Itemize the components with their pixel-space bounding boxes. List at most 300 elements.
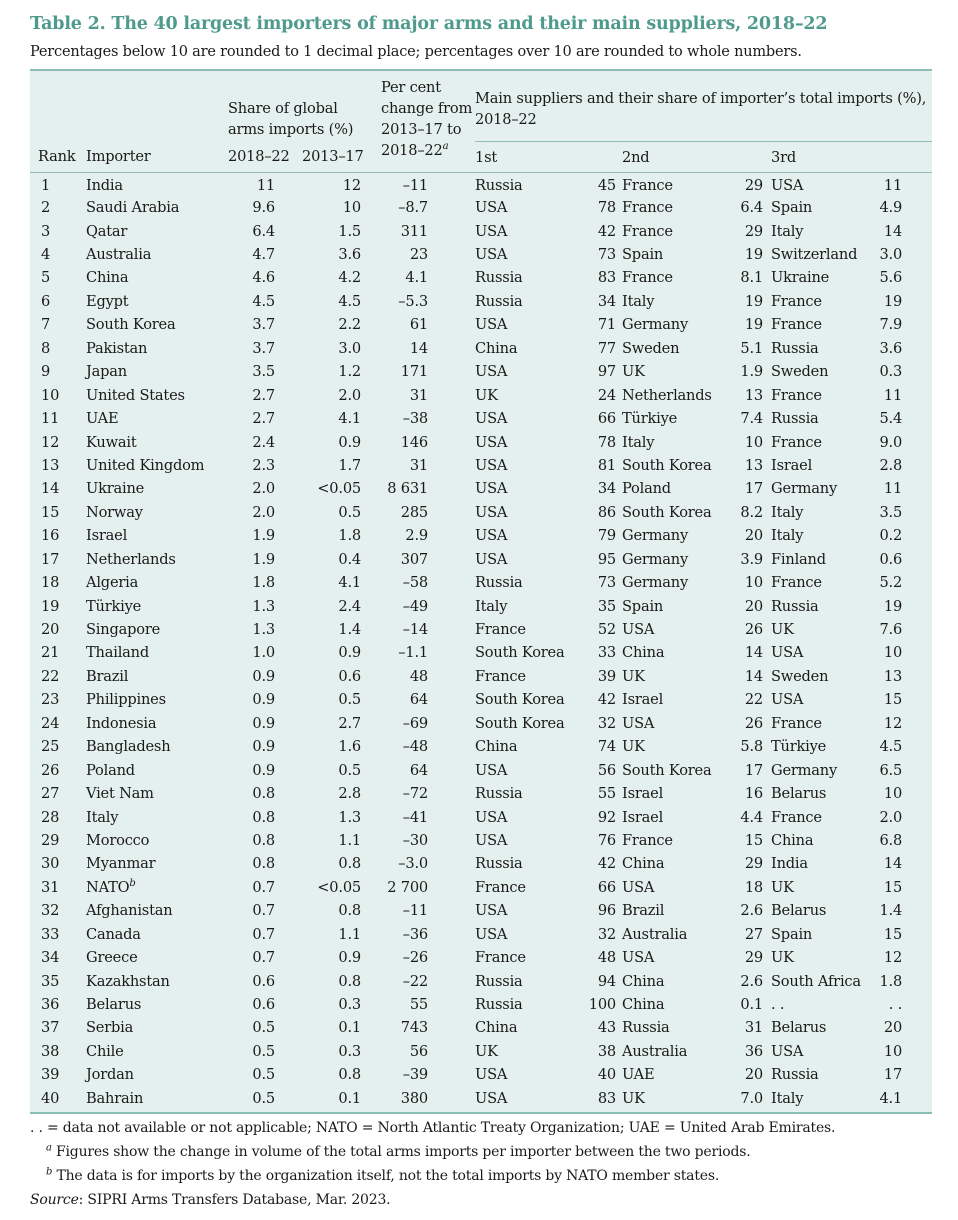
second-supplier-cell: Germany bbox=[622, 527, 689, 545]
table-notes bbox=[30, 1116, 835, 1212]
third-share-cell: 5.4 bbox=[879, 410, 903, 428]
table-body bbox=[30, 173, 932, 1111]
first-share-cell: 34 bbox=[597, 292, 616, 310]
second-share-cell: 15 bbox=[744, 831, 763, 849]
change-cell: –8.7 bbox=[398, 199, 428, 217]
third-supplier-cell: USA bbox=[771, 644, 804, 662]
table-row bbox=[30, 712, 932, 735]
second-supplier-cell: USA bbox=[622, 621, 655, 639]
share-2018-22-cell: 0.9 bbox=[252, 691, 275, 709]
second-supplier-cell: France bbox=[622, 269, 673, 287]
abbreviations-note: . . = data not available or not applicable; NATO = North Atlantic Treaty Organization; UAE = United Arab Emirates. bbox=[30, 1120, 836, 1136]
table-row bbox=[30, 852, 932, 875]
third-share-cell: 7.6 bbox=[879, 621, 903, 639]
first-share-cell: 94 bbox=[597, 972, 616, 990]
rank-cell: 40 bbox=[41, 1089, 60, 1107]
share-2013-17-cell: 0.3 bbox=[338, 1042, 361, 1060]
importer-cell: South Korea bbox=[86, 316, 176, 334]
change-cell: –22 bbox=[402, 972, 428, 990]
importer-cell: Netherlands bbox=[86, 550, 176, 568]
third-share-cell: 10 bbox=[883, 785, 903, 803]
first-share-cell: 32 bbox=[597, 925, 616, 943]
table-title-text: The 40 largest importers of major arms and their main suppliers, 2018–22 bbox=[111, 14, 828, 34]
second-supplier-cell: Sweden bbox=[622, 339, 680, 357]
first-share-cell: 83 bbox=[597, 269, 616, 287]
first-supplier-cell: South Korea bbox=[475, 714, 565, 732]
share-2013-17-cell: 0.8 bbox=[338, 972, 361, 990]
data-table-container bbox=[30, 69, 932, 1114]
second-share-cell: 19 bbox=[744, 246, 763, 264]
third-supplier-cell: Switzerland bbox=[771, 246, 858, 264]
share-2013-17-cell: 0.3 bbox=[338, 996, 361, 1014]
first-supplier-cell: USA bbox=[475, 222, 508, 240]
third-supplier-cell: USA bbox=[771, 691, 804, 709]
second-share-cell: 19 bbox=[744, 316, 763, 334]
share-2018-22-cell: 2.0 bbox=[252, 503, 275, 521]
change-cell: 285 bbox=[400, 503, 428, 521]
second-share-cell: 36 bbox=[744, 1042, 763, 1060]
third-share-cell: 11 bbox=[883, 177, 903, 195]
table-row bbox=[30, 665, 932, 688]
first-share-cell: 97 bbox=[597, 363, 616, 381]
first-share-cell: 45 bbox=[597, 177, 616, 195]
importer-cell: Egypt bbox=[86, 292, 129, 310]
share-2018-22-cell: 0.9 bbox=[252, 667, 275, 685]
third-share-cell: . . bbox=[888, 996, 903, 1014]
second-share-cell: 20 bbox=[744, 1066, 763, 1084]
third-supplier-cell: UK bbox=[771, 949, 794, 967]
second-supplier-cell: Spain bbox=[622, 597, 664, 615]
share-2013-17-cell: 2.8 bbox=[338, 785, 361, 803]
share-2018-22-cell: 0.5 bbox=[252, 1066, 275, 1084]
first-share-cell: 77 bbox=[597, 339, 616, 357]
table-row bbox=[30, 524, 932, 547]
third-supplier-cell: France bbox=[771, 808, 822, 826]
third-share-cell: 3.6 bbox=[879, 339, 903, 357]
importer-cell: United States bbox=[86, 386, 185, 404]
rank-cell: 12 bbox=[41, 433, 60, 451]
first-share-cell: 56 bbox=[597, 761, 616, 779]
third-supplier-cell: . . bbox=[771, 996, 785, 1014]
first-share-cell: 40 bbox=[597, 1066, 616, 1084]
rank-cell: 2 bbox=[41, 199, 51, 217]
change-cell: 146 bbox=[400, 433, 428, 451]
share-2018-22-cell: 0.8 bbox=[252, 855, 275, 873]
third-share-cell: 1.4 bbox=[879, 902, 903, 920]
second-share-cell: 14 bbox=[744, 644, 763, 662]
second-share-cell: 8.2 bbox=[740, 503, 763, 521]
change-cell: 171 bbox=[400, 363, 428, 381]
third-supplier-cell: Russia bbox=[771, 597, 819, 615]
second-supplier-cell: USA bbox=[622, 878, 655, 896]
table-row bbox=[30, 313, 932, 336]
share-2018-22-cell: 0.5 bbox=[252, 1089, 275, 1107]
third-supplier-cell: Spain bbox=[771, 925, 813, 943]
second-supplier-cell: China bbox=[622, 996, 665, 1014]
rank-cell: 5 bbox=[41, 269, 51, 287]
second-supplier-cell: UK bbox=[622, 738, 645, 756]
share-2013-17-cell: 1.2 bbox=[338, 363, 361, 381]
first-supplier-cell: China bbox=[475, 738, 518, 756]
share-2013-17-cell: 12 bbox=[342, 177, 361, 195]
first-supplier-cell: South Korea bbox=[475, 691, 565, 709]
first-supplier-cell: Russia bbox=[475, 972, 523, 990]
first-supplier-cell: USA bbox=[475, 456, 508, 474]
table-row bbox=[30, 290, 932, 313]
third-supplier-cell: Italy bbox=[771, 503, 804, 521]
third-share-cell: 15 bbox=[883, 925, 903, 943]
second-share-cell: 2.6 bbox=[740, 972, 763, 990]
table-row bbox=[30, 594, 932, 617]
header-row-top bbox=[30, 71, 932, 142]
change-cell: 380 bbox=[400, 1089, 428, 1107]
table-row bbox=[30, 688, 932, 711]
change-cell: 31 bbox=[409, 386, 428, 404]
share-2013-17-cell: 4.5 bbox=[338, 292, 361, 310]
third-supplier-cell: France bbox=[771, 316, 822, 334]
second-supplier-cell: France bbox=[622, 199, 673, 217]
third-supplier-cell: Sweden bbox=[771, 667, 829, 685]
third-supplier-cell: UK bbox=[771, 878, 794, 896]
share-2013-17-cell: 4.1 bbox=[338, 574, 361, 592]
table-row bbox=[30, 501, 932, 524]
rank-cell: 34 bbox=[41, 949, 60, 967]
importer-cell: Philippines bbox=[86, 691, 166, 709]
change-header: Per cent change from 2013–17 to 2018–22$^a$ bbox=[381, 79, 473, 159]
importer-cell: NATO$^b$ bbox=[86, 877, 136, 896]
first-supplier-cell: Russia bbox=[475, 292, 523, 310]
second-share-cell: 3.9 bbox=[740, 550, 763, 568]
share-2013-17-cell: 1.5 bbox=[338, 222, 361, 240]
first-supplier-cell: France bbox=[475, 949, 526, 967]
third-supplier-cell: France bbox=[771, 714, 822, 732]
rank-cell: 7 bbox=[41, 316, 51, 334]
share-2018-22-cell: 2.3 bbox=[252, 456, 275, 474]
third-share-cell: 9.0 bbox=[879, 433, 903, 451]
third-supplier-cell: Ukraine bbox=[771, 269, 830, 287]
third-share-cell: 15 bbox=[883, 878, 903, 896]
table-row bbox=[30, 1016, 932, 1039]
rank-cell: 38 bbox=[41, 1042, 60, 1060]
change-cell: –30 bbox=[402, 831, 428, 849]
second-share-cell: 2.6 bbox=[740, 902, 763, 920]
third-supplier-cell: USA bbox=[771, 1042, 804, 1060]
share-2018-22-cell: 0.9 bbox=[252, 761, 275, 779]
second-share-cell: 29 bbox=[744, 949, 763, 967]
importer-cell: Myanmar bbox=[86, 855, 156, 873]
importer-cell: Indonesia bbox=[86, 714, 157, 732]
third-share-cell: 14 bbox=[883, 855, 903, 873]
first-supplier-cell: France bbox=[475, 667, 526, 685]
third-supplier-cell: Russia bbox=[771, 339, 819, 357]
importer-cell: Kazakhstan bbox=[86, 972, 170, 990]
footnote-b: $^b$ The data is for imports by the organization itself, not the total imports by NATO member states. bbox=[46, 1166, 720, 1184]
rank-cell: 8 bbox=[41, 339, 51, 357]
rank-cell: 21 bbox=[41, 644, 60, 662]
second-share-cell: 20 bbox=[744, 527, 763, 545]
share-2018-22-cell: 4.6 bbox=[252, 269, 275, 287]
first-supplier-cell: France bbox=[475, 621, 526, 639]
second-share-cell: 17 bbox=[744, 761, 763, 779]
table-row bbox=[30, 993, 932, 1016]
share-2013-17-cell: 3.6 bbox=[338, 246, 361, 264]
third-supplier-cell: Finland bbox=[771, 550, 826, 568]
second-supplier-cell: UAE bbox=[622, 1066, 655, 1084]
share-2013-17-cell: <0.05 bbox=[317, 480, 361, 498]
second-share-cell: 13 bbox=[744, 386, 763, 404]
change-cell: 307 bbox=[400, 550, 428, 568]
second-share-cell: 10 bbox=[744, 433, 763, 451]
second-share-cell: 5.1 bbox=[740, 339, 763, 357]
third-supplier-cell: South Africa bbox=[771, 972, 861, 990]
change-cell: 23 bbox=[409, 246, 428, 264]
third-supplier-cell: India bbox=[771, 855, 808, 873]
third-supplier-cell: Belarus bbox=[771, 902, 827, 920]
suppliers-header: Main suppliers and their share of importer’s total imports (%), 2018–22 bbox=[475, 71, 932, 142]
first-supplier-cell: USA bbox=[475, 831, 508, 849]
rank-cell: 10 bbox=[41, 386, 60, 404]
change-cell: –14 bbox=[402, 621, 428, 639]
first-supplier-cell: USA bbox=[475, 902, 508, 920]
importer-cell: Türkiye bbox=[86, 597, 142, 615]
first-share-cell: 35 bbox=[597, 597, 616, 615]
share-2018-22-cell: 0.7 bbox=[252, 902, 275, 920]
share-2013-17-cell: 4.2 bbox=[338, 269, 361, 287]
second-supplier-cell: Germany bbox=[622, 574, 689, 592]
rank-cell: 22 bbox=[41, 667, 60, 685]
share-2018-22-cell: 1.3 bbox=[252, 621, 275, 639]
rank-header: Rank bbox=[38, 148, 76, 166]
first-share-cell: 55 bbox=[597, 785, 616, 803]
rank-cell: 25 bbox=[41, 738, 60, 756]
importer-cell: Chile bbox=[86, 1042, 124, 1060]
first-supplier-cell: USA bbox=[475, 550, 508, 568]
second-supplier-cell: Türkiye bbox=[622, 410, 678, 428]
table-number: Table 2. bbox=[30, 14, 106, 34]
share-2018-22-cell: 2.7 bbox=[252, 410, 275, 428]
table-row bbox=[30, 1087, 932, 1110]
second-supplier-cell: UK bbox=[622, 363, 645, 381]
rank-cell: 3 bbox=[41, 222, 51, 240]
third-supplier-cell: Sweden bbox=[771, 363, 829, 381]
share-2013-17-cell: 1.1 bbox=[338, 831, 361, 849]
first-supplier-cell: Russia bbox=[475, 177, 523, 195]
importer-cell: Bahrain bbox=[86, 1089, 144, 1107]
share-2018-22-cell: 0.7 bbox=[252, 949, 275, 967]
first-supplier-cell: USA bbox=[475, 410, 508, 428]
importer-cell: Serbia bbox=[86, 1019, 134, 1037]
table-row bbox=[30, 969, 932, 992]
share-2018-22-cell: 0.9 bbox=[252, 714, 275, 732]
footnote-a: $^a$ Figures show the change in volume of the total arms imports per importer between the two periods. bbox=[46, 1142, 751, 1160]
first-share-cell: 38 bbox=[597, 1042, 616, 1060]
first-supplier-cell: USA bbox=[475, 316, 508, 334]
first-supplier-cell: USA bbox=[475, 503, 508, 521]
third-share-cell: 7.9 bbox=[879, 316, 903, 334]
third-share-cell: 6.8 bbox=[879, 831, 903, 849]
importer-cell: Greece bbox=[86, 949, 138, 967]
third-share-cell: 4.9 bbox=[879, 199, 903, 217]
second-supplier-cell: South Korea bbox=[622, 761, 712, 779]
importer-cell: Israel bbox=[86, 527, 128, 545]
third-supplier-cell: USA bbox=[771, 177, 804, 195]
share-2013-17-cell: 2.4 bbox=[338, 597, 361, 615]
rank-cell: 18 bbox=[41, 574, 60, 592]
table-row bbox=[30, 829, 932, 852]
first-share-cell: 24 bbox=[597, 386, 616, 404]
third-supplier-cell: Germany bbox=[771, 480, 838, 498]
first-supplier-cell: USA bbox=[475, 363, 508, 381]
first-share-cell: 66 bbox=[597, 878, 616, 896]
second-share-cell: 7.0 bbox=[740, 1089, 763, 1107]
table-subtitle: Percentages below 10 are rounded to 1 decimal place; percentages over 10 are rounded to whole numbers. bbox=[30, 44, 802, 60]
change-cell: –11 bbox=[402, 177, 428, 195]
change-cell: 311 bbox=[400, 222, 428, 240]
rank-cell: 32 bbox=[41, 902, 60, 920]
table-row bbox=[30, 618, 932, 641]
importer-cell: Bangladesh bbox=[86, 738, 171, 756]
second-share-cell: 22 bbox=[744, 691, 763, 709]
first-supplier-header: 1st bbox=[475, 148, 498, 166]
change-cell: 48 bbox=[409, 667, 428, 685]
rank-cell: 17 bbox=[41, 550, 60, 568]
table-row bbox=[30, 383, 932, 406]
first-share-cell: 32 bbox=[597, 714, 616, 732]
share-2018-22-cell: 1.8 bbox=[252, 574, 275, 592]
rank-cell: 4 bbox=[41, 246, 51, 264]
third-share-cell: 6.5 bbox=[879, 761, 903, 779]
change-cell: –39 bbox=[402, 1066, 428, 1084]
first-share-cell: 81 bbox=[597, 456, 616, 474]
table-row bbox=[30, 735, 932, 758]
share-2013-17-cell: 0.1 bbox=[338, 1019, 361, 1037]
first-share-cell: 83 bbox=[597, 1089, 616, 1107]
third-supplier-cell: Italy bbox=[771, 527, 804, 545]
importer-cell: India bbox=[86, 177, 123, 195]
second-share-cell: 5.8 bbox=[740, 738, 763, 756]
change-cell: –3.0 bbox=[398, 855, 428, 873]
rank-cell: 31 bbox=[41, 878, 60, 896]
first-supplier-cell: Russia bbox=[475, 269, 523, 287]
third-share-cell: 14 bbox=[883, 222, 903, 240]
change-cell: –58 bbox=[402, 574, 428, 592]
second-share-cell: 17 bbox=[744, 480, 763, 498]
third-share-cell: 17 bbox=[883, 1066, 903, 1084]
third-share-cell: 12 bbox=[883, 714, 903, 732]
share-2018-22-cell: 0.5 bbox=[252, 1042, 275, 1060]
first-share-cell: 43 bbox=[597, 1019, 616, 1037]
share-2013-17-cell: 0.5 bbox=[338, 761, 361, 779]
second-share-cell: 29 bbox=[744, 855, 763, 873]
second-supplier-cell: Germany bbox=[622, 316, 689, 334]
third-supplier-cell: France bbox=[771, 292, 822, 310]
first-share-cell: 73 bbox=[597, 246, 616, 264]
first-share-cell: 66 bbox=[597, 410, 616, 428]
table-row bbox=[30, 219, 932, 242]
second-share-cell: 29 bbox=[744, 222, 763, 240]
table-row bbox=[30, 548, 932, 571]
first-share-cell: 39 bbox=[597, 667, 616, 685]
second-share-cell: 26 bbox=[744, 714, 763, 732]
rank-cell: 19 bbox=[41, 597, 60, 615]
importer-cell: Brazil bbox=[86, 667, 129, 685]
second-share-cell: 18 bbox=[744, 878, 763, 896]
importer-cell: Italy bbox=[86, 808, 119, 826]
importer-cell: Pakistan bbox=[86, 339, 148, 357]
third-supplier-cell: Türkiye bbox=[771, 738, 827, 756]
share-2018-22-cell: 0.7 bbox=[252, 925, 275, 943]
share-2013-17-cell: 2.0 bbox=[338, 386, 361, 404]
third-supplier-cell: China bbox=[771, 831, 814, 849]
rank-cell: 27 bbox=[41, 785, 60, 803]
first-supplier-cell: USA bbox=[475, 480, 508, 498]
second-supplier-cell: Israel bbox=[622, 785, 664, 803]
first-supplier-cell: Russia bbox=[475, 855, 523, 873]
share-2013-17-cell: <0.05 bbox=[317, 878, 361, 896]
table-row bbox=[30, 337, 932, 360]
third-supplier-cell: Israel bbox=[771, 456, 813, 474]
third-share-cell: 11 bbox=[883, 480, 903, 498]
table-row bbox=[30, 876, 932, 899]
third-share-cell: 2.0 bbox=[879, 808, 903, 826]
change-cell: –72 bbox=[402, 785, 428, 803]
second-share-cell: 7.4 bbox=[740, 410, 763, 428]
importer-cell: Poland bbox=[86, 761, 135, 779]
share-2013-17-cell: 2.2 bbox=[338, 316, 361, 334]
importer-cell: Algeria bbox=[86, 574, 139, 592]
change-cell: 743 bbox=[400, 1019, 428, 1037]
share-2018-22-cell: 1.9 bbox=[252, 550, 275, 568]
first-supplier-cell: USA bbox=[475, 199, 508, 217]
change-cell: –48 bbox=[402, 738, 428, 756]
importer-cell: Japan bbox=[86, 363, 127, 381]
second-share-cell: 1.9 bbox=[740, 363, 763, 381]
rank-cell: 33 bbox=[41, 925, 60, 943]
rank-cell: 13 bbox=[41, 456, 60, 474]
third-supplier-cell: Spain bbox=[771, 199, 813, 217]
third-share-cell: 5.6 bbox=[879, 269, 903, 287]
rank-cell: 14 bbox=[41, 480, 60, 498]
share-2013-17-cell: 0.9 bbox=[338, 644, 361, 662]
table-row bbox=[30, 454, 932, 477]
third-share-cell: 2.8 bbox=[879, 456, 903, 474]
third-share-cell: 11 bbox=[883, 386, 903, 404]
first-share-cell: 33 bbox=[597, 644, 616, 662]
rank-cell: 36 bbox=[41, 996, 60, 1014]
importer-cell: Singapore bbox=[86, 621, 161, 639]
second-supplier-cell: China bbox=[622, 644, 665, 662]
change-cell: –1.1 bbox=[398, 644, 428, 662]
share-2018-22-cell: 1.0 bbox=[252, 644, 275, 662]
importer-cell: China bbox=[86, 269, 129, 287]
change-cell: 55 bbox=[409, 996, 428, 1014]
second-supplier-cell: Italy bbox=[622, 433, 655, 451]
table-row bbox=[30, 266, 932, 289]
share-2018-22-cell: 0.6 bbox=[252, 972, 275, 990]
table-row bbox=[30, 407, 932, 430]
importer-cell: UAE bbox=[86, 410, 119, 428]
first-share-cell: 48 bbox=[597, 949, 616, 967]
share-2013-17-cell: 1.8 bbox=[338, 527, 361, 545]
first-share-cell: 74 bbox=[597, 738, 616, 756]
third-supplier-header: 3rd bbox=[771, 148, 797, 166]
first-share-cell: 42 bbox=[597, 691, 616, 709]
table-row bbox=[30, 196, 932, 219]
change-cell: –11 bbox=[402, 902, 428, 920]
second-supplier-cell: China bbox=[622, 855, 665, 873]
share-2013-17-cell: 0.9 bbox=[338, 433, 361, 451]
third-supplier-cell: France bbox=[771, 386, 822, 404]
